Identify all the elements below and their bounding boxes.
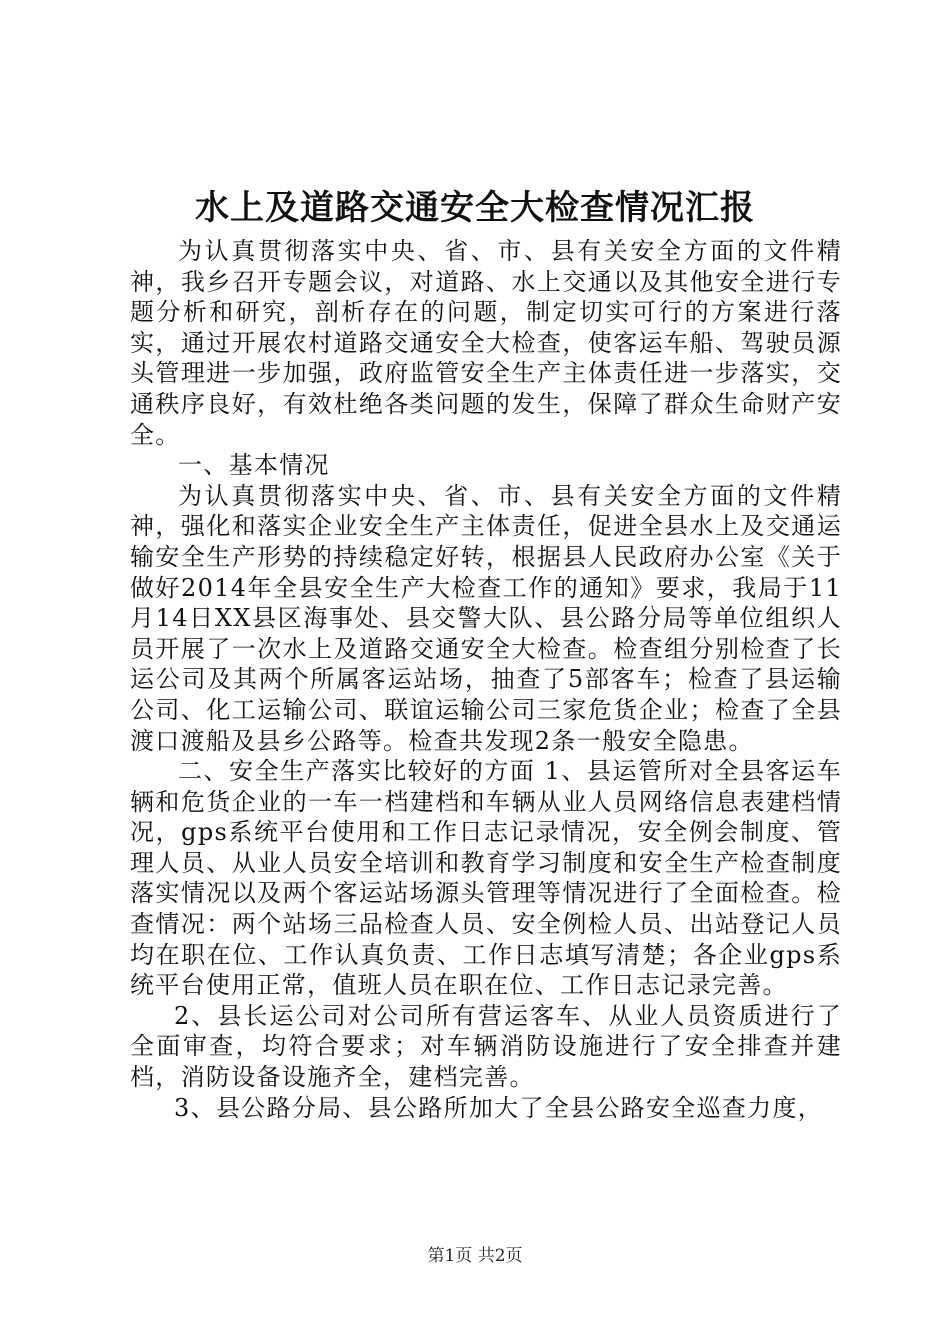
changyun-company-paragraph: 2、县长运公司对公司所有营运客车、从业人员资质进行了全面审查，均符合要求；对车辆消防设施进行了安全排查并建档，消防设备设施齐全，建档完善。 [130,1001,842,1092]
section-heading-basic-situation: 一、基本情况 [178,451,330,480]
document-body [130,236,842,1123]
document-title: 水上及道路交通安全大检查情况汇报 [195,188,755,228]
safety-implementation-paragraph: 二、安全生产落实比较好的方面 1、县运管所对全县客运车辆和危货企业的一车一档建档和车辆从业人员网络信息表建档情况，gps系统平台使用和工作日志记录情况，安全例会制度、管理人员、从业人员安全培训和教育学习制度和安全生产检查制度落实情况以及两个客运站场源头管理等情况进行了全面检查。检查情况：两个站场三品检查人员、安全例检人员、出站登记人员均在职在位、工作认真负责、工作日志填写清楚；各企业gps系统平台使用正常，值班人员在职在位、工作日志记录完善。 [130,757,842,1000]
page-number-footer: 第1页 共2页 [427,1246,523,1266]
intro-paragraph: 为认真贯彻落实中央、省、市、县有关安全方面的文件精神，我乡召开专题会议，对道路、水上交通以及其他安全进行专题分析和研究，剖析存在的问题，制定切实可行的方案进行落实，通过开展农村道路交通安全大检查，使客运车船、驾驶员源头管理进一步加强，政府监管安全生产主体责任进一步落实，交通秩序良好，有效杜绝各类问题的发生，保障了群众生命财产安全。 [130,237,842,449]
highway-bureau-paragraph: 3、县公路分局、县公路所加大了全县公路安全巡查力度， [174,1093,824,1122]
basic-situation-paragraph: 为认真贯彻落实中央、省、市、县有关安全方面的文件精神，强化和落实企业安全生产主体责任，促进全县水上及交通运输安全生产形势的持续稳定好转，根据县人民政府办公室《关于做好2014年全县安全生产大检查工作的通知》要求，我局于11月14日XX县区海事处、县交警大队、县公路分局等单位组织人员开展了一次水上及道路交通安全大检查。检查组分别检查了长运公司及其两个所属客运站场，抽查了5部客车；检查了县运输公司、化工运输公司、联谊运输公司三家危货企业；检查了全县渡口渡船及县乡公路等。检查共发现2条一般安全隐患。 [130,481,842,755]
